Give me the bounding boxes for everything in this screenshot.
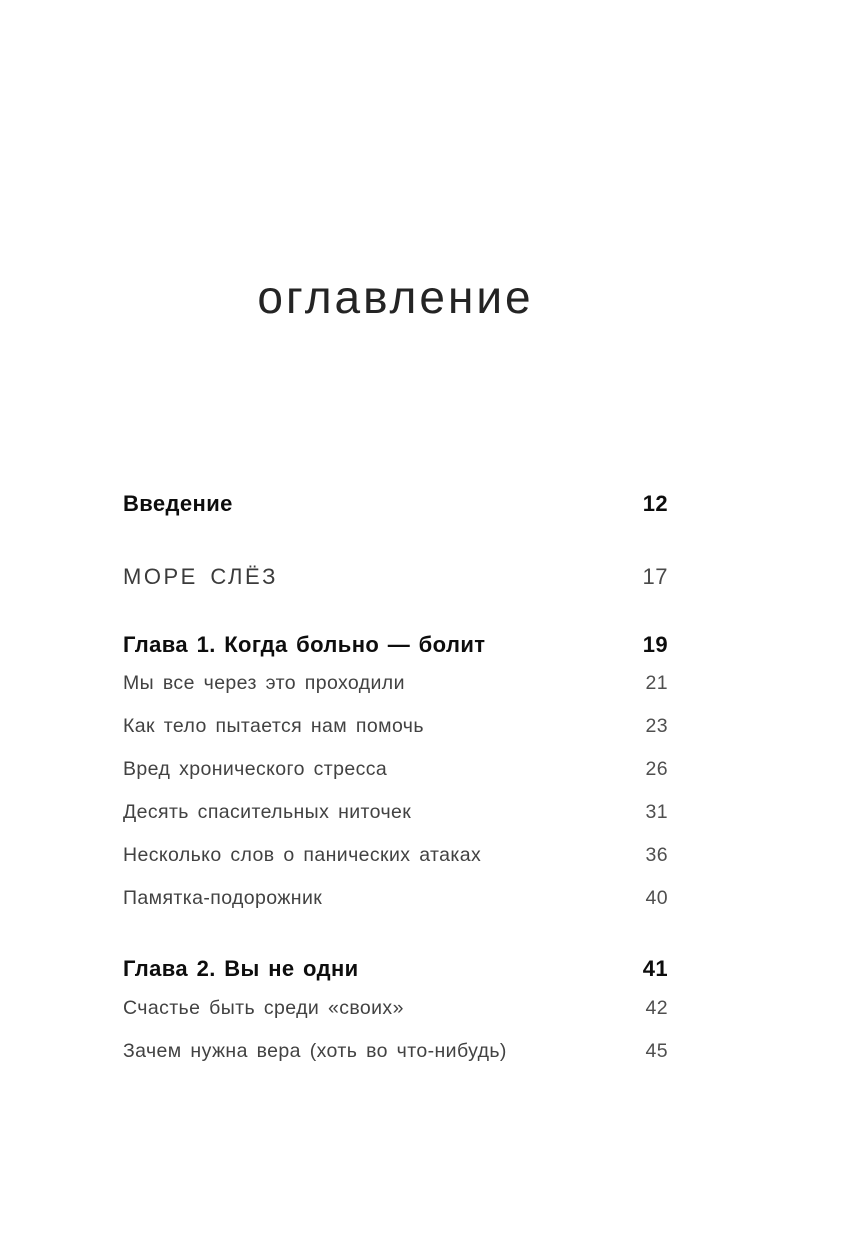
toc-entry-label: Десять спасительных ниточек xyxy=(123,801,412,823)
toc-page-number: 45 xyxy=(645,1040,668,1062)
toc-row xyxy=(123,756,668,782)
toc-row xyxy=(123,799,668,825)
toc-entry-label: Введение xyxy=(123,491,233,516)
toc-entry-label: Несколько слов о панических атаках xyxy=(123,844,482,866)
toc-page-number: 42 xyxy=(645,997,668,1019)
toc-entry-label: Мы все через это проходили xyxy=(123,672,405,694)
toc-row xyxy=(123,1038,668,1064)
toc-entry-label: Памятка-подорожник xyxy=(123,887,323,909)
toc-row xyxy=(123,995,668,1021)
toc-page-number: 19 xyxy=(642,632,668,657)
toc-page-number: 23 xyxy=(645,715,668,737)
toc-row xyxy=(123,631,668,659)
toc-page-number: 12 xyxy=(642,491,668,516)
toc-row xyxy=(123,885,668,911)
toc-entry-label: Счастье быть среди «своих» xyxy=(123,997,404,1019)
toc-page-number: 21 xyxy=(645,672,668,694)
page-title: оглавление xyxy=(257,271,534,323)
toc-row xyxy=(123,713,668,739)
toc-entry-label: Глава 2. Вы не одни xyxy=(123,956,359,981)
toc-entry-label: МОРЕ СЛЁЗ xyxy=(123,564,278,589)
toc-page-number: 17 xyxy=(642,564,668,589)
toc-row xyxy=(123,564,668,590)
toc-page-number: 41 xyxy=(642,956,668,981)
toc-page-number: 40 xyxy=(645,887,668,909)
table-of-contents xyxy=(123,0,668,1240)
toc-row xyxy=(123,490,668,518)
toc-row xyxy=(123,955,668,983)
toc-page-number: 31 xyxy=(645,801,668,823)
toc-row xyxy=(123,842,668,868)
toc-page-number: 36 xyxy=(645,844,668,866)
toc-entry-label: Зачем нужна вера (хоть во что-нибудь) xyxy=(123,1040,507,1062)
toc-entry-label: Глава 1. Когда больно — болит xyxy=(123,632,486,657)
toc-entry-label: Как тело пытается нам помочь xyxy=(123,715,424,737)
toc-page-number: 26 xyxy=(645,758,668,780)
toc-row xyxy=(123,670,668,696)
toc-entry-label: Вред хронического стресса xyxy=(123,758,388,780)
